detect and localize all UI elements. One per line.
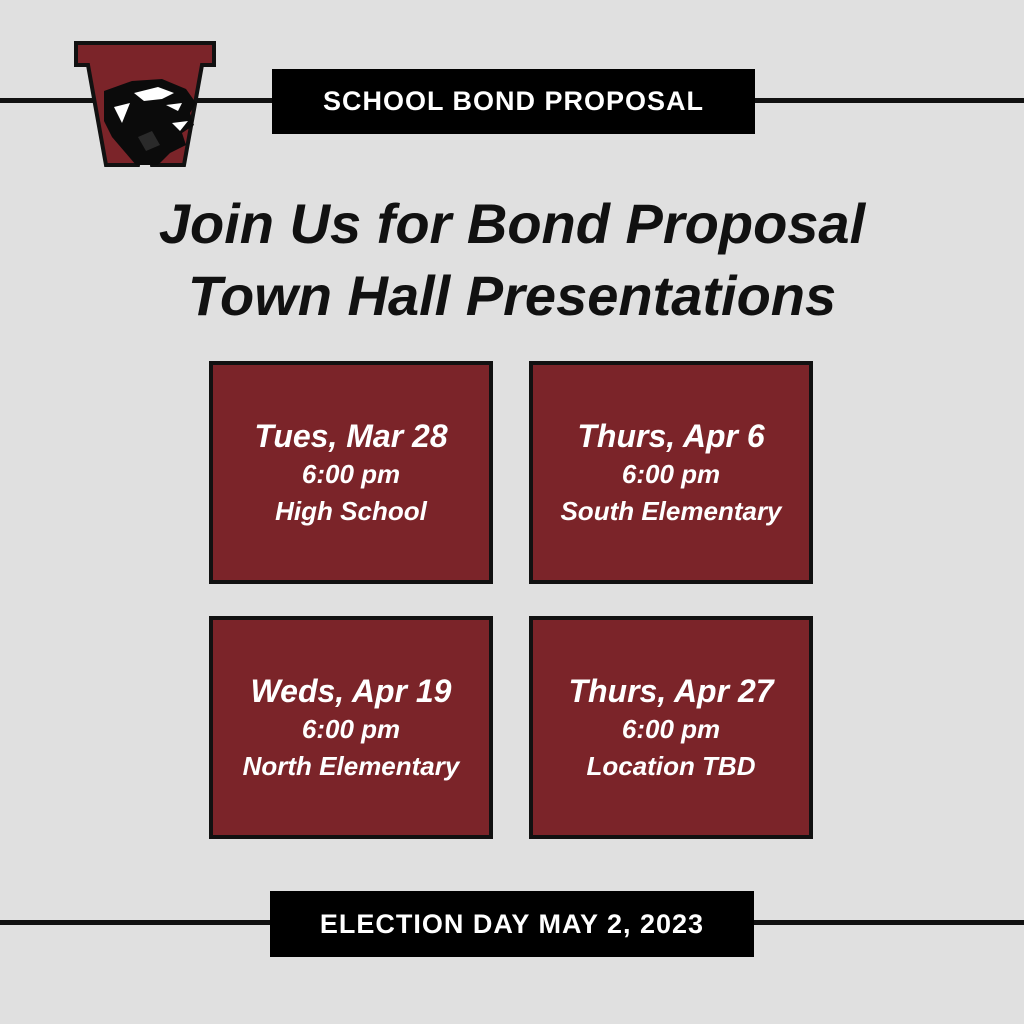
- event-location: Location TBD: [586, 750, 756, 781]
- event-card-apr-19: [209, 616, 493, 839]
- event-time: 6:00 pm: [621, 458, 721, 489]
- event-location: South Elementary: [560, 495, 782, 526]
- event-time: 6:00 pm: [301, 458, 401, 489]
- election-day-banner: [270, 891, 754, 957]
- bond-proposal-banner: [272, 69, 755, 134]
- event-card-mar-28: [209, 361, 493, 584]
- banner-label: SCHOOL BOND PROPOSAL: [322, 86, 705, 116]
- event-date: Thurs, Apr 27: [568, 672, 774, 709]
- event-date: Tues, Mar 28: [254, 417, 448, 454]
- page-title: [0, 188, 1024, 332]
- event-date: Thurs, Apr 6: [577, 417, 765, 454]
- event-date: Weds, Apr 19: [250, 672, 452, 709]
- event-location: North Elementary: [242, 750, 460, 781]
- election-day-label: ELECTION DAY MAY 2, 2023: [319, 908, 705, 939]
- w-letter-icon: [74, 41, 216, 169]
- event-card-apr-6: [529, 361, 813, 584]
- event-time: 6:00 pm: [621, 713, 721, 744]
- event-location: High School: [275, 495, 427, 526]
- school-logo: [74, 41, 216, 169]
- title-line-2: Town Hall Presentations: [187, 264, 837, 327]
- event-card-apr-27: [529, 616, 813, 839]
- title-line-1: Join Us for Bond Proposal: [158, 192, 866, 255]
- event-time: 6:00 pm: [301, 713, 401, 744]
